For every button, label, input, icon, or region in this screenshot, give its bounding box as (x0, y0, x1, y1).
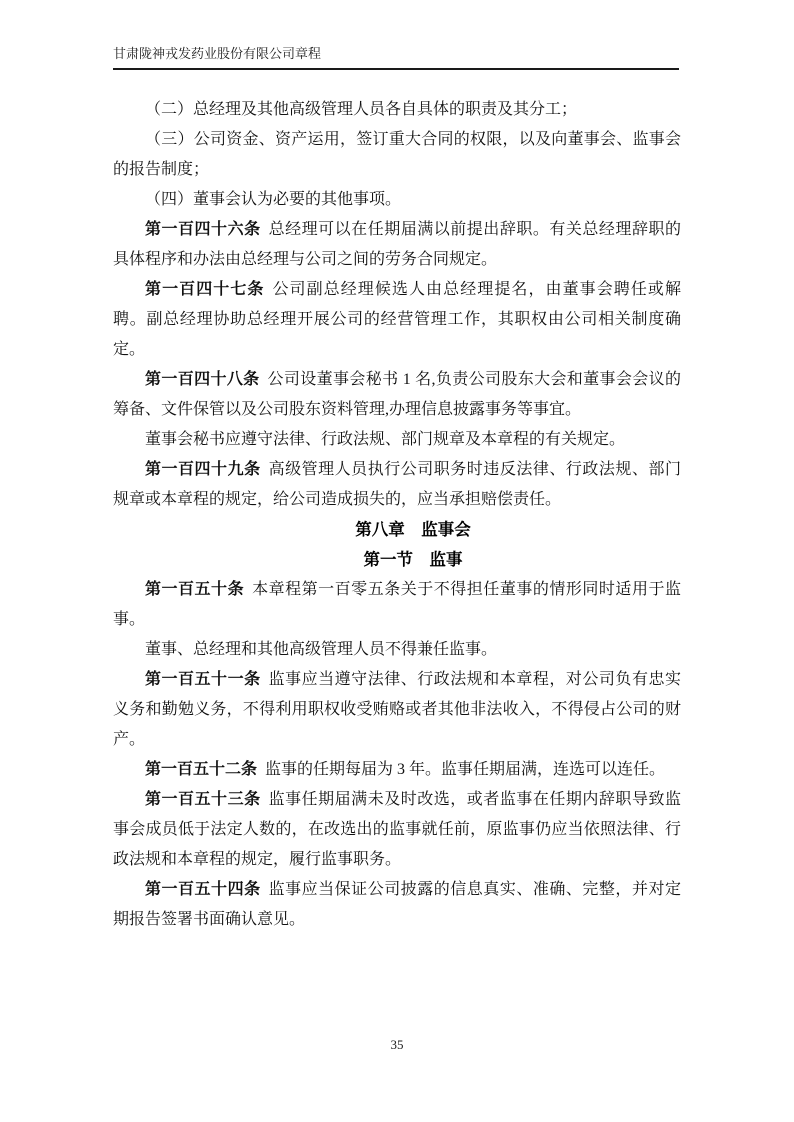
paragraph-text: （三）公司资金、资产运用，签订重大合同的权限，以及向董事会、监事会的报告制度； (113, 131, 681, 178)
chapter-heading: 第八章 监事会 (355, 520, 471, 539)
paragraph-text: （四）董事会认为必要的其他事项。 (145, 191, 402, 208)
paragraph (113, 125, 681, 185)
article-number: 第一百五十二条 (145, 761, 258, 778)
paragraph (113, 95, 681, 125)
article-number: 第一百四十八条 (145, 371, 260, 388)
paragraph (113, 875, 681, 935)
page-number: 35 (390, 1037, 404, 1052)
paragraph-text: 监事任期届满未及时改选，或者监事在任期内辞职导致监事会成员低于法定人数的，在改选出的监事就任前，原监事仍应当依照法律、行政法规和本章程的规定，履行监事职务。 (113, 791, 681, 868)
paragraph-text: 董事会秘书应遵守法律、行政法规、部门规章及本章程的有关规定。 (145, 431, 626, 448)
paragraph (113, 275, 681, 365)
paragraph (113, 635, 681, 665)
page-footer (0, 1036, 794, 1054)
article-number: 第一百四十九条 (145, 461, 261, 478)
paragraph (113, 665, 681, 755)
article-number: 第一百四十七条 (145, 281, 265, 298)
paragraph (113, 215, 681, 275)
article-number: 第一百四十六条 (145, 221, 261, 238)
header-title: 甘肃陇神戎发药业股份有限公司章程 (113, 46, 322, 61)
paragraph-text: 董事、总经理和其他高级管理人员不得兼任监事。 (145, 641, 498, 658)
paragraph-text: 总经理可以在任期届满以前提出辞职。有关总经理辞职的具体程序和办法由总经理与公司之间的劳务合同规定。 (113, 221, 681, 268)
document-body (113, 95, 681, 935)
paragraph (113, 425, 681, 455)
paragraph (113, 185, 681, 215)
article-number: 第一百五十一条 (145, 671, 261, 688)
paragraph (113, 455, 681, 515)
article-number: 第一百五十三条 (145, 791, 261, 808)
paragraph (113, 365, 681, 425)
paragraph-text: 监事应当保证公司披露的信息真实、准确、完整，并对定期报告签署书面确认意见。 (113, 881, 681, 928)
section-heading: 第一节 监事 (363, 550, 463, 569)
paragraph-text: （二）总经理及其他高级管理人员各自具体的职责及其分工； (145, 101, 578, 118)
paragraph (113, 785, 681, 875)
page-header (113, 44, 679, 70)
paragraph (113, 575, 681, 635)
paragraph-text: 本章程第一百零五条关于不得担任董事的情形同时适用于监事。 (113, 581, 681, 628)
paragraph-text: 公司设董事会秘书 1 名,负责公司股东大会和董事会会议的筹备、文件保管以及公司股东资料管理,办理信息披露事务等事宜。 (113, 371, 681, 418)
paragraph-text: 高级管理人员执行公司职务时违反法律、行政法规、部门规章或本章程的规定，给公司造成损失的，应当承担赔偿责任。 (113, 461, 681, 508)
paragraph-text: 监事的任期每届为 3 年。监事任期届满，连选可以连任。 (265, 761, 666, 778)
article-number: 第一百五十条 (145, 581, 245, 598)
paragraph-text: 公司副总经理候选人由总经理提名，由董事会聘任或解聘。副总经理协助总经理开展公司的经营管理工作，其职权由公司相关制度确定。 (113, 281, 681, 358)
paragraph-text: 监事应当遵守法律、行政法规和本章程，对公司负有忠实义务和勤勉义务，不得利用职权收受贿赂或者其他非法收入，不得侵占公司的财产。 (113, 671, 681, 748)
paragraph (113, 755, 681, 785)
article-number: 第一百五十四条 (145, 881, 261, 898)
